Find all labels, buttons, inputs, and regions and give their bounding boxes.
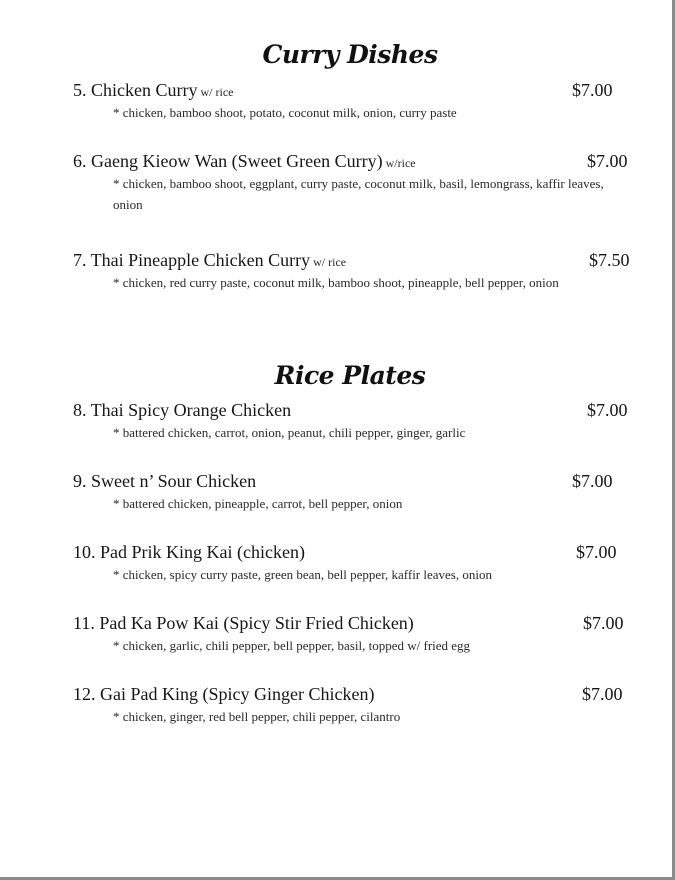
item-price: $7.00 — [583, 613, 624, 633]
item-name-wrapper — [73, 471, 259, 492]
item-description: * chicken, ginger, red bell pepper, chili pepper, cilantro — [113, 709, 401, 724]
menu-item — [0, 542, 675, 585]
item-description: * chicken, garlic, chili pepper, bell pepper, basil, topped w/ fried egg — [113, 638, 471, 653]
menu-item — [0, 471, 675, 514]
menu-item — [0, 684, 675, 727]
item-note: w/rice — [385, 156, 416, 170]
item-name-wrapper — [73, 684, 377, 705]
item-name-wrapper — [73, 400, 294, 421]
item-price: $7.00 — [572, 80, 613, 100]
item-note: w/ rice — [200, 85, 234, 99]
section-title-rice-plates: Rice Plates — [274, 361, 426, 390]
item-name: 10. Pad Prik King Kai (chicken) — [73, 542, 305, 562]
menu-item — [0, 613, 675, 656]
menu-item — [0, 250, 675, 293]
item-name: 7. Thai Pineapple Chicken Curry — [73, 250, 311, 270]
item-name-wrapper — [73, 151, 416, 172]
item-name: 6. Gaeng Kieow Wan (Sweet Green Curry) — [73, 151, 383, 171]
item-description: * battered chicken, carrot, onion, peanut, chili pepper, ginger, garlic — [113, 425, 466, 440]
item-price: $7.00 — [582, 684, 623, 704]
section-title-curry-dishes: Curry Dishes — [262, 40, 438, 69]
menu-item — [0, 80, 675, 123]
item-name-wrapper — [73, 613, 417, 634]
item-description: * battered chicken, pineapple, carrot, bell pepper, onion — [113, 496, 403, 511]
item-name: 8. Thai Spicy Orange Chicken — [73, 400, 292, 420]
menu-item — [0, 151, 675, 215]
item-price: $7.50 — [589, 250, 630, 270]
item-price: $7.00 — [572, 471, 613, 491]
item-description: * chicken, spicy curry paste, green bean, bell pepper, kaffir leaves, onion — [113, 567, 492, 582]
item-price: $7.00 — [587, 151, 628, 171]
item-note: w/ rice — [313, 255, 347, 269]
item-description: * chicken, bamboo shoot, eggplant, curry paste, coconut milk, basil, lemongrass, kaffir leaves, onion — [113, 176, 604, 212]
item-name-wrapper — [73, 250, 346, 271]
item-name: 11. Pad Ka Pow Kai (Spicy Stir Fried Chicken) — [73, 613, 414, 633]
item-name: 9. Sweet n’ Sour Chicken — [73, 471, 257, 491]
item-name-wrapper — [73, 542, 308, 563]
item-description: * chicken, bamboo shoot, potato, coconut milk, onion, curry paste — [113, 105, 457, 120]
item-name: 5. Chicken Curry — [73, 80, 198, 100]
menu-item — [0, 400, 675, 443]
item-name: 12. Gai Pad King (Spicy Ginger Chicken) — [73, 684, 375, 704]
item-name-wrapper — [73, 80, 233, 101]
item-description: * chicken, red curry paste, coconut milk, bamboo shoot, pineapple, bell pepper, onion — [113, 275, 559, 290]
item-price: $7.00 — [576, 542, 617, 562]
item-price: $7.00 — [587, 400, 628, 420]
